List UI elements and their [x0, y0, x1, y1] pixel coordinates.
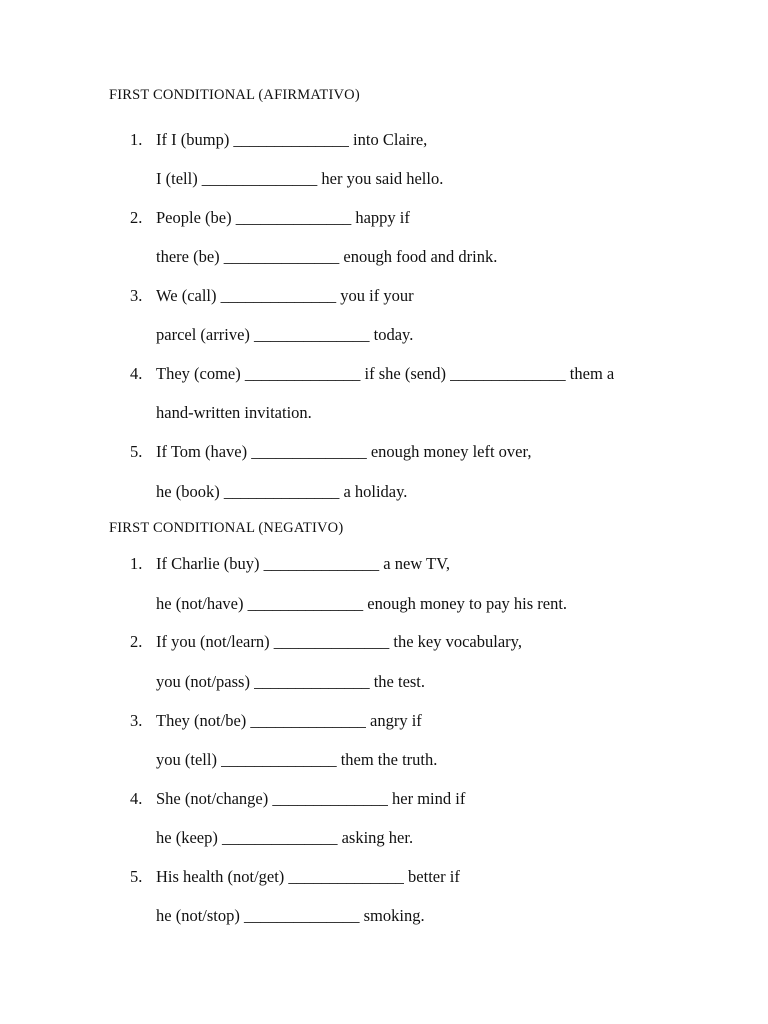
- item-line-1: We (call) ______________ you if your: [156, 286, 414, 305]
- item-number: 5.: [130, 867, 143, 886]
- item-line-2: you (not/pass) ______________ the test.: [156, 672, 426, 691]
- item-number: 5.: [130, 442, 143, 461]
- item-line-2: you (tell) ______________ them the truth.: [156, 750, 438, 769]
- item-line-2: he (keep) ______________ asking her.: [156, 828, 414, 847]
- item-line-2: he (not/have) ______________ enough money to pay his rent.: [156, 594, 568, 613]
- item-line-2: parcel (arrive) ______________ today.: [156, 325, 414, 344]
- item-line-1: If Tom (have) ______________ enough money left over,: [156, 442, 532, 461]
- item-line-1: They (come) ______________ if she (send) ______________ them a: [156, 364, 615, 383]
- item-line-1: People (be) ______________ happy if: [156, 208, 410, 227]
- item-number: 3.: [130, 711, 143, 730]
- item-line-1: His health (not/get) ______________ better if: [156, 867, 460, 886]
- item-number: 2.: [130, 632, 143, 651]
- item-line-1: She (not/change) ______________ her mind if: [156, 789, 466, 808]
- item-line-1: If I (bump) ______________ into Claire,: [156, 130, 428, 149]
- item-line-1: If Charlie (buy) ______________ a new TV,: [156, 554, 451, 573]
- item-number: 4.: [130, 364, 143, 383]
- item-line-1: They (not/be) ______________ angry if: [156, 711, 422, 730]
- item-number: 2.: [130, 208, 143, 227]
- item-line-2: he (book) ______________ a holiday.: [156, 482, 408, 501]
- item-line-2: hand-written invitation.: [156, 403, 312, 422]
- item-number: 4.: [130, 789, 143, 808]
- item-number: 1.: [130, 130, 143, 149]
- item-line-2: there (be) ______________ enough food and drink.: [156, 247, 498, 266]
- section-heading-affirmative: FIRST CONDITIONAL (AFIRMATIVO): [109, 87, 360, 103]
- item-line-2: I (tell) ______________ her you said hello.: [156, 169, 444, 188]
- item-line-1: If you (not/learn) ______________ the key vocabulary,: [156, 632, 522, 651]
- item-number: 3.: [130, 286, 143, 305]
- section-heading-negative: FIRST CONDITIONAL (NEGATIVO): [109, 520, 344, 536]
- item-line-2: he (not/stop) ______________ smoking.: [156, 906, 425, 925]
- item-number: 1.: [130, 554, 143, 573]
